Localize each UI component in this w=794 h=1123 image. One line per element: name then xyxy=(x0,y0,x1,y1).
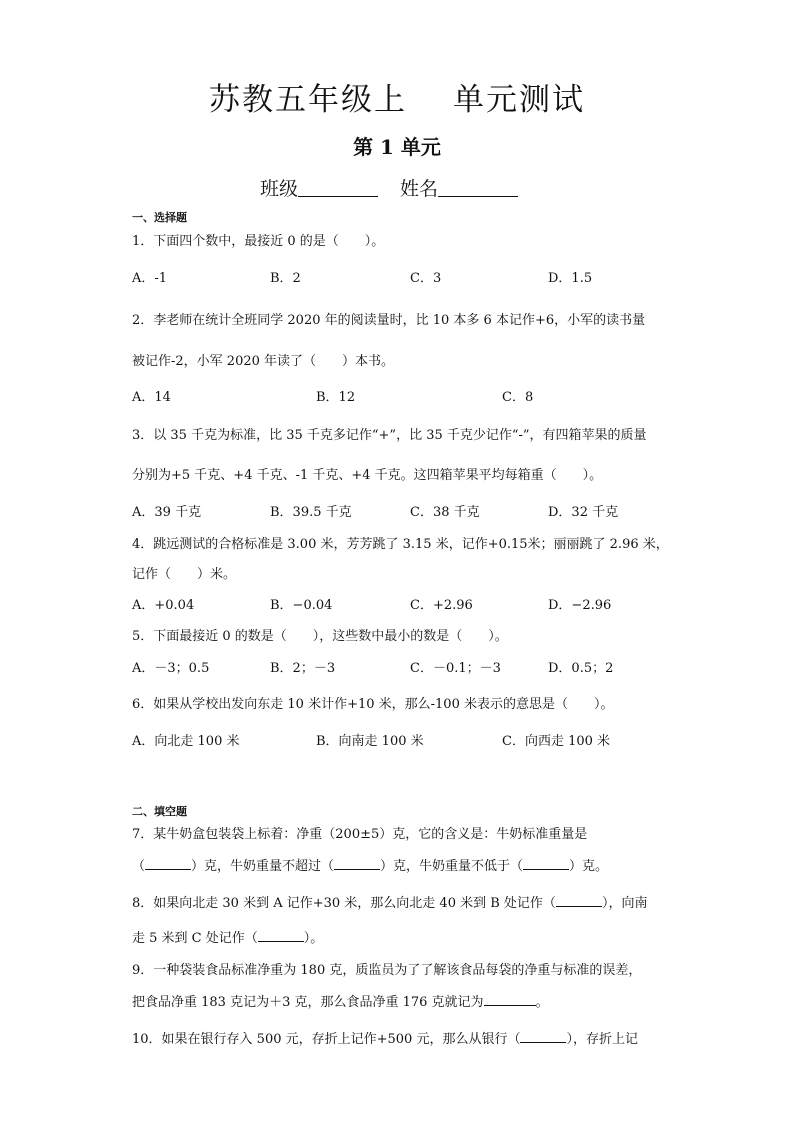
q2-stem-line1: 2．李老师在统计全班同学 2020 年的阅读量时，比 10 本多 6 本记作+6，小军的读书量 xyxy=(132,313,646,328)
q9-blank[interactable] xyxy=(484,995,536,1006)
worksheet-title xyxy=(0,74,794,119)
section-fill-heading: 二、填空题 xyxy=(132,805,187,818)
q5-option-c: C．－0.1；－3 xyxy=(410,661,501,676)
q2-option-b: B．12 xyxy=(316,390,356,405)
q3-option-c: C．38 千克 xyxy=(410,505,480,520)
q3-stem-line2: 分别为+5 千克、+4 千克、-1 千克、+4 千克。这四箱苹果平均每箱重（ ）。 xyxy=(132,468,603,483)
q6-option-b: B．向南走 100 米 xyxy=(316,734,424,749)
q4-option-d: D．−2.96 xyxy=(548,598,612,613)
q3-option-d: D．32 千克 xyxy=(548,505,619,520)
q4-option-b: B．−0.04 xyxy=(270,598,333,613)
q8-stem-line2 xyxy=(132,931,323,947)
class-label: 班级 xyxy=(259,178,298,200)
q8-blank-1[interactable] xyxy=(556,896,602,907)
name-label: 姓名 xyxy=(400,178,439,200)
q9-text-b: 。 xyxy=(535,995,549,1010)
q2-option-a: A．14 xyxy=(132,390,171,405)
q7-stem-line2 xyxy=(132,859,608,875)
q9-text-a: 把食品净重 183 克记为＋3 克，那么食品净重 176 克就记为 xyxy=(132,995,484,1010)
q8-text-d: ）。 xyxy=(303,931,324,946)
q3-stem-line1: 3．以 35 千克为标准，比 35 千克多记作“+”，比 35 千克少记作“-”，有四箱苹果的质量 xyxy=(132,428,647,443)
class-blank xyxy=(298,195,378,197)
q2-option-c: C．8 xyxy=(502,390,534,405)
q7-text-c: ）克，牛奶重量不低于（ xyxy=(380,859,524,874)
q7-text-d: ）克。 xyxy=(569,859,609,874)
q7-text-a: （ xyxy=(132,859,146,874)
q4-option-c: C．+2.96 xyxy=(410,598,473,613)
q8-text-c: 走 5 米到 C 处记作（ xyxy=(132,931,258,946)
q4-option-a: A．+0.04 xyxy=(132,598,195,613)
q3-option-b: B．39.5 千克 xyxy=(270,505,352,520)
q6-stem: 6．如果从学校出发向东走 10 米计作+10 米，那么-100 米表示的意思是（ ）。 xyxy=(132,697,614,712)
q4-stem-line1: 4．跳远测试的合格标准是 3.00 米，芳芳跳了 3.15 米，记作+0.15米；丽丽跳了 2.96 米， xyxy=(132,537,669,552)
title-left: 苏教五年级上 xyxy=(209,82,407,118)
q2-stem-line2: 被记作-2，小军 2020 年读了（ ）本书。 xyxy=(132,354,395,369)
q1-stem: 1．下面四个数中，最接近 0 的是（ ）。 xyxy=(132,234,385,249)
q10-text-a: 10．如果在银行存入 500 元，存折上记作+500 元，那么从银行（ xyxy=(132,1032,521,1047)
name-blank xyxy=(438,195,518,197)
q7-stem-line1: 7．某牛奶盒包装袋上标着：净重（200±5）克，它的含义是：牛奶标准重量是 xyxy=(132,827,588,842)
q10-stem-line1 xyxy=(132,1032,638,1048)
q8-text-b: ），向南 xyxy=(601,896,648,911)
q3-option-a: A．39 千克 xyxy=(132,505,202,520)
q6-option-a: A．向北走 100 米 xyxy=(132,734,240,749)
q4-stem-line2: 记作（ ）米。 xyxy=(132,567,237,582)
q7-blank-1[interactable] xyxy=(145,859,191,870)
q9-stem-line1: 9．一种袋装食品标准净重为 180 克，质监员为了了解该食品每袋的净重与标准的误差， xyxy=(132,963,642,978)
q7-text-b: ）克，牛奶重量不超过（ xyxy=(191,859,335,874)
q1-option-d: D．1.5 xyxy=(548,271,593,286)
q1-option-b: B．2 xyxy=(270,271,301,286)
q10-blank[interactable] xyxy=(520,1032,566,1043)
title-right: 单元测试 xyxy=(453,82,585,118)
q5-option-d: D．0.5；2 xyxy=(548,661,614,676)
q5-option-b: B．2；－3 xyxy=(270,661,336,676)
q1-option-a: A．-1 xyxy=(132,271,168,286)
q5-option-a: A．－3；0.5 xyxy=(132,661,210,676)
q9-stem-line2 xyxy=(132,995,549,1011)
q8-text-a: 8．如果向北走 30 米到 A 记作+30 米，那么向北走 40 米到 B 处记作（ xyxy=(132,896,556,911)
q1-option-c: C．3 xyxy=(410,271,442,286)
section-choice-heading: 一、选择题 xyxy=(132,211,187,224)
student-info-line xyxy=(0,174,794,201)
q7-blank-3[interactable] xyxy=(523,859,569,870)
q5-stem: 5．下面最接近 0 的数是（ ），这些数中最小的数是（ ）。 xyxy=(132,629,508,644)
q10-text-b: ），存折上记 xyxy=(566,1032,638,1047)
unit-subtitle: 第 1 单元 xyxy=(353,135,441,159)
q8-blank-2[interactable] xyxy=(258,931,304,942)
q8-stem-line1 xyxy=(132,896,647,912)
q6-option-c: C．向西走 100 米 xyxy=(502,734,611,749)
q7-blank-2[interactable] xyxy=(334,859,380,870)
